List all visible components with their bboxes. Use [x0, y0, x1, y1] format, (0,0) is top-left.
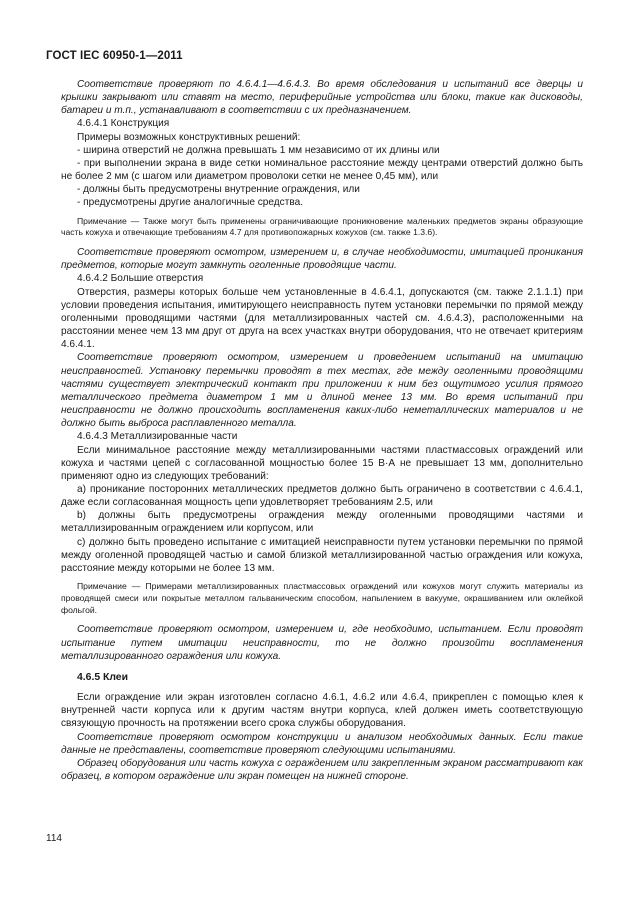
- document-header: ГОСТ IEC 60950-1—2011: [46, 50, 183, 62]
- list-item: - при выполнении экрана в виде сетки номинальное расстояние между центрами отверстий должно быть не более 2 мм (с шагом или диаметром проволоки сетки не менее 0,45 мм), или: [61, 157, 583, 183]
- paragraph: Если минимальное расстояние между металлизированными частями пластмассовых ограждений или кожуха и частями цепей с согласованной мощностью более 15 В·А не превышает 13 мм, дополнительно применяют одно из следующих требований:: [61, 444, 583, 482]
- paragraph: Отверстия, размеры которых больше чем установленные в 4.6.4.1, допускаются (см. также 2.1.1.1) при условии проведения испытания, имитирующего неисправность путем установки перемычки по прямой между оголенными проводящими частями (для металлизированных частей см. 4.6.4.3), расположенными на расстоянии менее чем 13 мм друг от друга на всех участках внутри оборудования, что не отвечает критериям 4.6.4.1.: [61, 286, 583, 351]
- subclause-heading: 4.6.4.1 Конструкция: [77, 118, 170, 130]
- compliance-paragraph: Образец оборудования или часть кожуха с ограждением или закрепленным экраном рассматривают как образец, в котором ограждение или экран помещен на нижней стороне.: [61, 757, 583, 783]
- note-paragraph: Примечание — Также могут быть применены ограничивающие проникновение маленьких предметов экраны образующие часть кожуха и отвечающие требованиям 4.7 для противопожарных кожухов (см. также 1.3.6).: [61, 215, 583, 238]
- list-item: - ширина отверстий не должна превышать 1 мм независимо от их длины или: [77, 144, 440, 156]
- compliance-paragraph: Соответствие проверяют осмотром, измерением и, в случае необходимости, имитацией проникания предметов, которые могут замкнуть оголенные проводящие части.: [61, 247, 583, 272]
- list-item: c) должно быть проведено испытание с имитацией неисправности путем установки перемычки по прямой между оголенной проводящей частью и самой близкой металлизированной частью ограждения или кожуха, расстояние между которыми не более 13 мм.: [61, 536, 583, 574]
- subclause-heading: 4.6.4.2 Большие отверстия: [77, 273, 204, 285]
- compliance-paragraph: Соответствие проверяют осмотром конструкции и анализом необходимых данных. Если такие данные не представлены, соответствие проверяют следующими испытаниями.: [61, 731, 583, 756]
- paragraph: Примеры возможных конструктивных решений:: [77, 131, 301, 143]
- list-item: b) должны быть предусмотрены ограждения между оголенными проводящими частями и металлизированным ограждением или корпусом, или: [61, 510, 583, 535]
- document-body: [61, 78, 583, 783]
- paragraph: Если ограждение или экран изготовлен согласно 4.6.1, 4.6.2 или 4.6.4, прикреплен с помощью клея к внутренней части корпуса или к другим частям внутри корпуса, клей должен иметь соответствующую связующую прочность на протяжении всего срока службы оборудования.: [61, 692, 583, 730]
- list-item: - предусмотрены другие аналогичные средства.: [77, 197, 304, 209]
- list-item: - должны быть предусмотрены внутренние ограждения, или: [77, 184, 360, 196]
- page-number: 114: [46, 833, 62, 844]
- list-item: a) проникание посторонних металлических предметов должно быть ограничено в соответствии с 4.6.4.1, даже если согласованная мощность цепи удовлетворяет требованиям 2.5, или: [61, 483, 583, 509]
- compliance-paragraph: Соответствие проверяют по 4.6.4.1—4.6.4.3. Во время обследования и испытаний все дверцы и крышки закрывают или ставят на место, периферийные устройства или блоки, такие как дисководы, батареи и т.п., устанавливают в соответствии с их предназначением.: [61, 79, 583, 117]
- compliance-paragraph: Соответствие проверяют осмотром, измерением и проведением испытаний на имитацию неисправностей. Установку перемычки проводят в тех местах, где между оголенными проводящими частями существует электрический контакт при приложении к ним без ощутимого усилия прямого металлического предмета диаметром 1 мм и длиной менее 13 мм. Во время испытаний при неисправности не должно происходить воспламенения каких-либо неметаллических материалов и не должно быть выброса расплавленного металла.: [61, 352, 583, 430]
- note-paragraph: Примечание — Примерами металлизированных пластмассовых ограждений или кожухов могут служить материалы из проводящей смеси или покрытые металлом гальваническим способом, напылением в вакууме, окрашиванием или оклейкой фольгой.: [61, 581, 583, 615]
- subclause-heading: 4.6.4.3 Металлизированные части: [77, 431, 238, 443]
- section-heading: 4.6.5 Клеи: [77, 671, 128, 683]
- compliance-paragraph: Соответствие проверяют осмотром, измерением и, где необходимо, испытанием. Если проводят испытание путем имитации неисправности, то не должно произойти воспламенения металлизированного ограждения или кожуха.: [61, 624, 583, 662]
